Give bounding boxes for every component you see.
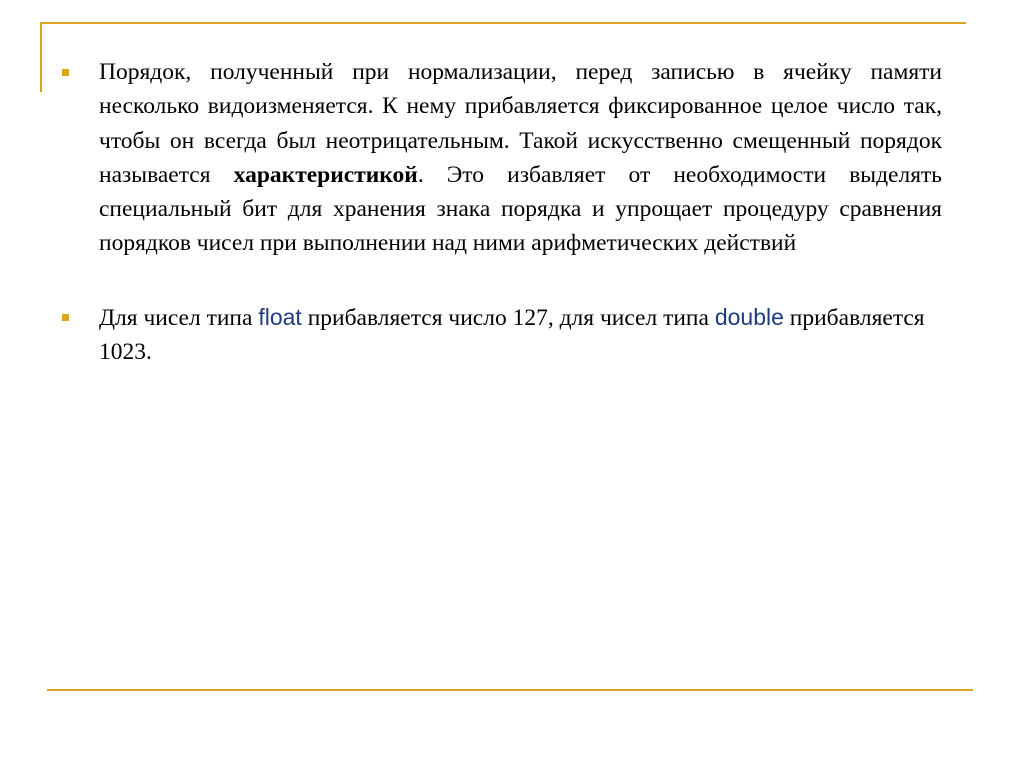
paragraph-1-text-b: . Это избавляет от необходимости выделять специальный бит для хранения знака порядка и упрощает процедуру сравнения порядков чисел при выполнении над ними арифметических действий	[99, 161, 942, 257]
left-rule	[40, 22, 42, 92]
paragraph-2	[99, 300, 942, 370]
paragraph-2-text-c: прибавляется 1023.	[99, 304, 925, 366]
top-rule	[40, 22, 966, 24]
term-characteristic: характеристикой	[233, 161, 418, 188]
paragraph-2-text-a: Для чисел типа	[99, 304, 259, 331]
slide-content	[62, 55, 942, 369]
square-bullet-icon	[62, 314, 69, 321]
bottom-rule	[47, 689, 973, 691]
bullet-item-1	[62, 55, 942, 261]
type-float: float	[258, 303, 302, 330]
square-bullet-icon	[62, 69, 69, 76]
type-double: double	[714, 303, 784, 330]
paragraph-1	[99, 55, 942, 261]
paragraph-1-text-a: Порядок, полученный при нормализации, перед записью в ячейку памяти несколько видоизменяется. К нему прибавляется фиксированное целое число так, чтобы он всегда был неотрицательным. Такой искусственно смещенный порядок называется	[99, 59, 942, 188]
paragraph-2-text-b: прибавляется число 127, для чисел типа	[301, 304, 715, 331]
bullet-item-2	[62, 300, 942, 370]
